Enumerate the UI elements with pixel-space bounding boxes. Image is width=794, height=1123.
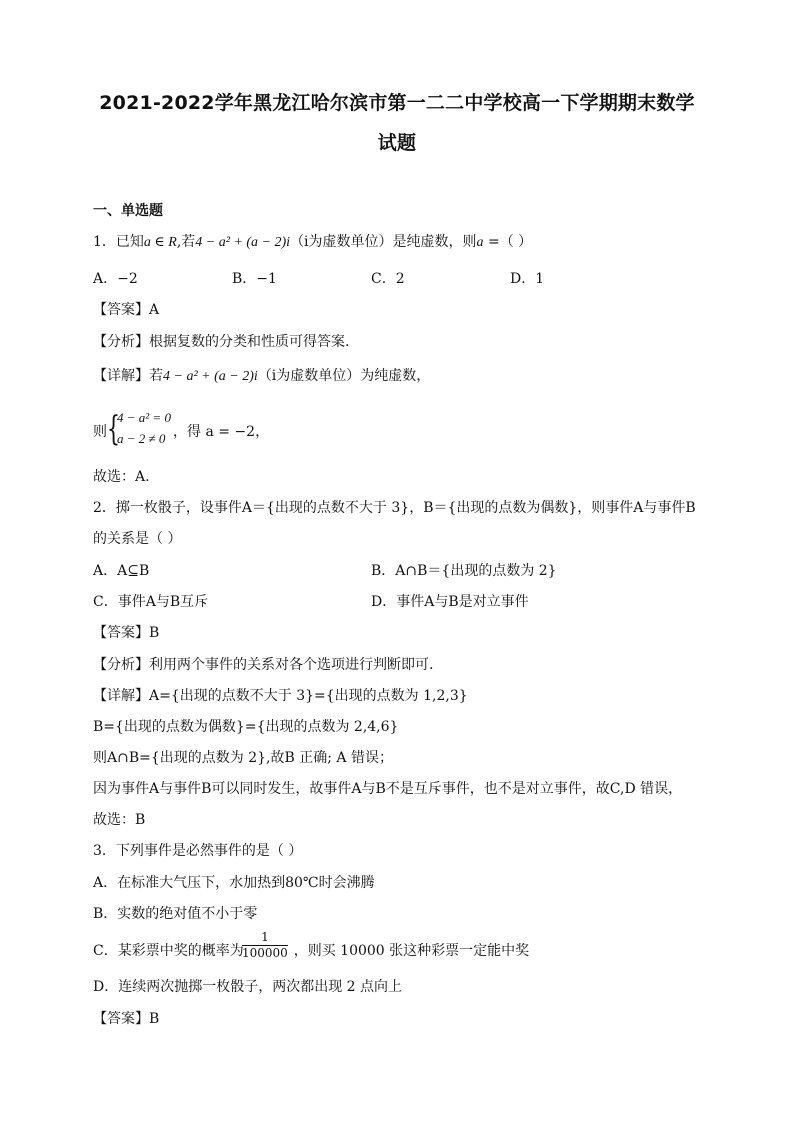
q2-analysis: 【分析】利用两个事件的关系对各个选项进行判断即可.: [93, 657, 434, 673]
q1-stem: 1．已知a ∈ R,若4 − a² + (a − 2)i（i为虚数单位）是纯虚数，则a =（ ）: [93, 234, 533, 250]
q3-option-a: A．在标准大气压下，水加热到80℃时会沸腾: [93, 875, 375, 891]
q3-stem: 3．下列事件是必然事件的是（ ）: [93, 843, 303, 859]
q2-detail-line2: B={出现的点数为偶数}={出现的点数为 2,4,6}: [93, 719, 399, 735]
q3-option-b: B．实数的绝对值不小于零: [93, 906, 258, 922]
q1-answer: 【答案】A: [93, 302, 160, 318]
q1-option-c: C．2: [371, 271, 405, 287]
section-heading: 一、单选题: [93, 203, 163, 219]
q3-option-c: C．某彩票中奖的概率为 ，则买 10000 张这种彩票一定能中奖: [93, 943, 530, 959]
q2-stem-line1: 2．掷一枚骰子，设事件A＝{出现的点数不大于 3}，B＝{出现的点数为偶数}，则事件A与事件B: [93, 500, 696, 516]
q2-detail-line1: 【详解】A={出现的点数不大于 3}={出现的点数为 1,2,3}: [93, 688, 468, 704]
q2-stem-line2: 的关系是（ ）: [93, 531, 182, 547]
q2-option-a: A．A⊆B: [93, 563, 150, 579]
q1-option-d: D．1: [510, 271, 545, 287]
brace-symbol: {: [107, 409, 120, 449]
q3-probability-fraction: $\frac{1}{100000}$: [242, 930, 288, 960]
document-title-line1: 2021-2022学年黑龙江哈尔滨市第一二二中学校高一下学期期末数学: [99, 92, 695, 114]
q2-detail-line3: 则A∩B={出现的点数为 2},故B 正确; A 错误；: [93, 750, 393, 766]
q2-option-b: B．A∩B＝{出现的点数为 2}: [371, 563, 557, 579]
q1-option-b: B．−1: [232, 271, 277, 287]
q2-option-c: C．事件A与B互斥: [93, 594, 209, 610]
q1-analysis: 【分析】根据复数的分类和性质可得答案.: [93, 334, 350, 350]
q2-detail-line4: 因为事件A与事件B可以同时发生，故事件A与B不是互斥事件，也不是对立事件，故C,D 错误，: [93, 781, 683, 797]
q2-answer: 【答案】B: [93, 625, 160, 641]
document-title-line2: 试题: [377, 132, 417, 154]
q2-choice: 故选：B: [93, 812, 146, 828]
q3-answer: 【答案】B: [93, 1011, 160, 1027]
document-page: 2021-2022学年黑龙江哈尔滨市第一二二中学校高一下学期期末数学 试题 一、单选题 1．已知a ∈ R,若4 − a² + (a − 2)i（i为虚数单位）是纯虚数，则a =（ ） A．−2 B．−1 C．2 D．1 【答案】A 【分析】根据复数的分类和性质可得答案. 【详解】若4 − a² + (a − 2)i（i为虚数单位）为纯虚数， 则 { 4 − a² = 0 a − 2 ≠ 0 ，得 a = −2， 故选：A. 2．掷一枚骰子，设事件A＝{出现的点数不大于 3}，B＝{出现的点数为偶数}，则事件A与事件B 的关系是（ ） A．A⊆B B．A∩B＝{出现的点数为 2} C．事件A与B互斥 D．事件A与B是对立事件 【答案】B 【分析】利用两个事件的关系对各个选项进行判断即可. 【详解】A={出现的点数不大于 3}={出现的点数为 1,2,3} B={出现的点数为偶数}={出现的点数为 2,4,6} 则A∩B={出现的点数为 2},故B 正确; A 错误； 因为事件A与事件B可以同时发生，故事件A与B不是互斥事件，也不是对立事件，故C,D 错误， 故选：B 3．下列事件是必然事件的是（ ） A．在标准大气压下，水加热到80℃时会沸腾 B．实数的绝对值不小于零 C．某彩票中奖的概率为 ，则买 10000 张这种彩票一定能中奖 $\frac{1}{100000}$ D．连续两次抛掷一枚骰子，两次都出现 2 点向上 【答案】B: [0, 0, 794, 1123]
q1-option-a: A．−2: [93, 271, 138, 287]
q2-option-d: D．事件A与B是对立事件: [371, 594, 529, 610]
q1-choice: 故选：A.: [93, 469, 150, 485]
q3-option-d: D．连续两次抛掷一枚骰子，两次都出现 2 点向上: [93, 979, 403, 995]
q1-detail: 【详解】若4 − a² + (a − 2)i（i为虚数单位）为纯虚数，: [93, 368, 431, 384]
